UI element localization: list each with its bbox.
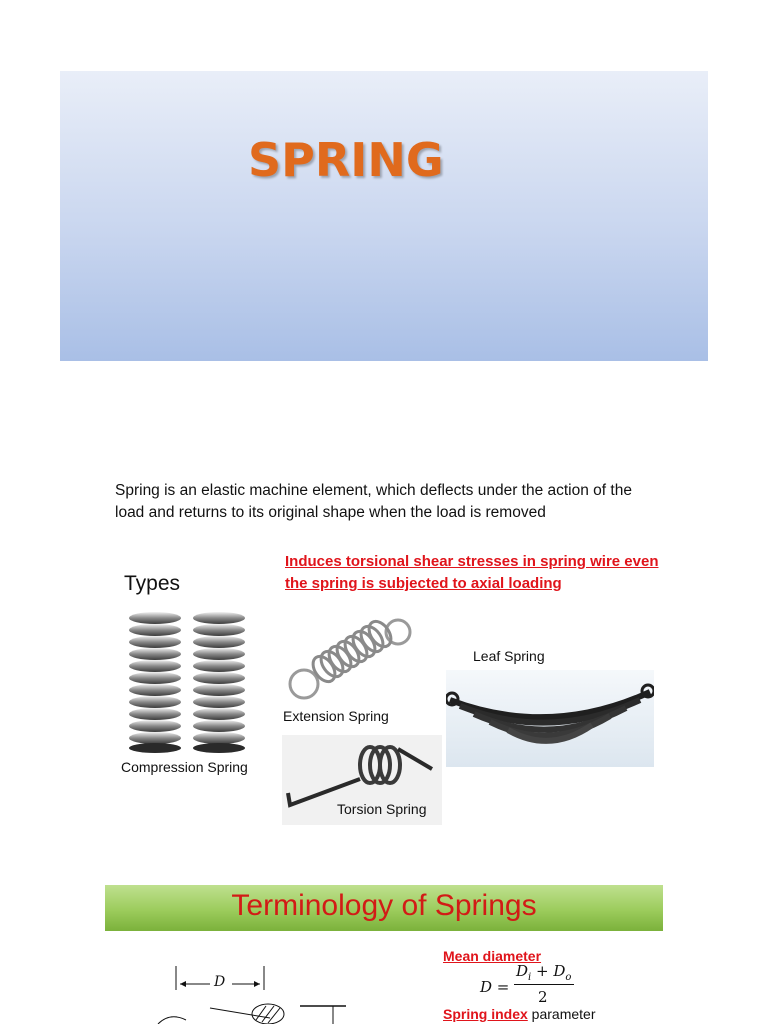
diameter-label: D (214, 974, 226, 990)
extension-spring-image (286, 614, 416, 706)
extension-spring-caption: Extension Spring (283, 708, 389, 724)
types-heading: Types (124, 572, 181, 595)
formula-plus-d: + D (536, 962, 566, 980)
formula-num-d: D (516, 962, 529, 980)
terminology-banner (105, 885, 663, 931)
compression-spring-caption: Compression Spring (121, 759, 248, 775)
spring-index-label: Spring index (443, 1006, 528, 1022)
formula-numerator (516, 962, 571, 983)
formula-sub-o: o (565, 972, 572, 983)
formula-sub-i: i (528, 972, 532, 983)
slide-title: SPRING (248, 133, 444, 187)
formula-lhs: D = (480, 978, 510, 996)
leaf-spring-caption: Leaf Spring (473, 648, 545, 664)
formula-fraction-bar (514, 984, 574, 985)
title-slide (60, 71, 708, 361)
definition-text: Spring is an elastic machine element, which deflects under the action of the load and returns to its original shape when the load is removed (115, 482, 632, 521)
torsional-note: Induces torsional shear stresses in spring wire even the spring is subjected to axial loading (285, 553, 659, 592)
leaf-spring-image (446, 670, 654, 767)
spring-index-line (443, 1006, 596, 1022)
compression-spring-image (122, 606, 262, 756)
terminology-title: Terminology of Springs (231, 889, 537, 922)
mean-diameter-label: Mean diameter (443, 948, 542, 964)
spring-dimension-diagram (150, 960, 360, 1024)
torsion-spring-caption: Torsion Spring (337, 801, 427, 817)
spring-index-rest: parameter (527, 1006, 596, 1022)
formula-denominator: 2 (538, 988, 548, 1006)
